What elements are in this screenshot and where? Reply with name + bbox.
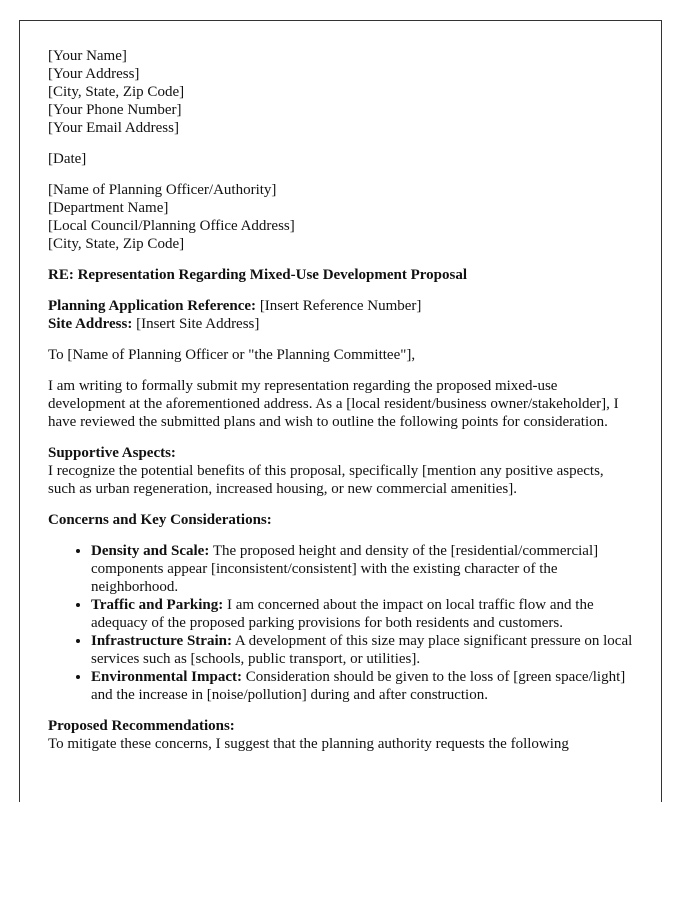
subject-text: RE: Representation Regarding Mixed-Use Development Proposal xyxy=(48,267,467,283)
recommendations-block xyxy=(48,717,633,753)
concerns-heading xyxy=(48,511,633,529)
sender-name-line: [Your Name] xyxy=(48,48,127,64)
recommendations-body: To mitigate these concerns, I suggest that the planning authority requests the following xyxy=(48,736,569,752)
recipient-city-line: [City, State, Zip Code] xyxy=(48,236,185,252)
concerns-heading-text: Concerns and Key Considerations: xyxy=(48,512,272,528)
planning-reference-label: Planning Application Reference: xyxy=(48,298,257,314)
subject-line xyxy=(48,266,633,284)
salutation-line: To [Name of Planning Officer or "the Planning Committee"], xyxy=(48,347,416,363)
sender-phone-line: [Your Phone Number] xyxy=(48,102,182,118)
recipient-block xyxy=(48,181,633,253)
concerns-list xyxy=(48,542,633,704)
list-item-environmental-impact xyxy=(91,668,633,704)
concern-text: The proposed height and density of the [residential/commercial] components appear [inconsistent/consistent] with the existing character of the neighborhood. xyxy=(91,543,599,595)
concern-text: A development of this size may place significant pressure on local services such as [schools, public transport, or utilities]. xyxy=(91,633,633,667)
concern-label: Traffic and Parking: xyxy=(91,597,224,613)
recipient-department-line: [Department Name] xyxy=(48,200,169,216)
concern-label: Density and Scale: xyxy=(91,543,210,559)
sender-block xyxy=(48,47,633,137)
site-address-value: [Insert Site Address] xyxy=(132,316,260,332)
list-item-density-and-scale xyxy=(91,542,633,596)
site-address-label: Site Address: xyxy=(48,316,133,332)
supportive-aspects-heading: Supportive Aspects: xyxy=(48,445,176,461)
list-item-infrastructure-strain xyxy=(91,632,633,668)
sender-city-line: [City, State, Zip Code] xyxy=(48,84,185,100)
concern-text: Consideration should be given to the loss of [green space/light] and the increase in [noise/pollution] during and after construction. xyxy=(91,669,626,703)
recipient-office-address-line: [Local Council/Planning Office Address] xyxy=(48,218,295,234)
concern-label: Environmental Impact: xyxy=(91,669,242,685)
concern-text: I am concerned about the impact on local traffic flow and the adequacy of the proposed parking provisions for both residents and customers. xyxy=(91,597,594,631)
date-line: [Date] xyxy=(48,151,87,167)
supportive-aspects-block xyxy=(48,444,633,498)
sender-email-line: [Your Email Address] xyxy=(48,120,179,136)
letter-container xyxy=(19,20,662,802)
reference-block xyxy=(48,297,633,333)
intro-paragraph: I am writing to formally submit my representation regarding the proposed mixed-use development at the aforementioned address. As a [local resident/business owner/stakeholder], I have reviewed the submitted plans and wish to outline the following points for consideration. xyxy=(48,378,619,430)
planning-reference-value: [Insert Reference Number] xyxy=(256,298,422,314)
concern-label: Infrastructure Strain: xyxy=(91,633,232,649)
supportive-aspects-body: I recognize the potential benefits of this proposal, specifically [mention any positive aspects, such as urban regeneration, increased housing, or new commercial amenities]. xyxy=(48,463,604,497)
list-item-traffic-and-parking xyxy=(91,596,633,632)
recommendations-heading: Proposed Recommendations: xyxy=(48,718,235,734)
recipient-officer-line: [Name of Planning Officer/Authority] xyxy=(48,182,277,198)
sender-address-line: [Your Address] xyxy=(48,66,140,82)
